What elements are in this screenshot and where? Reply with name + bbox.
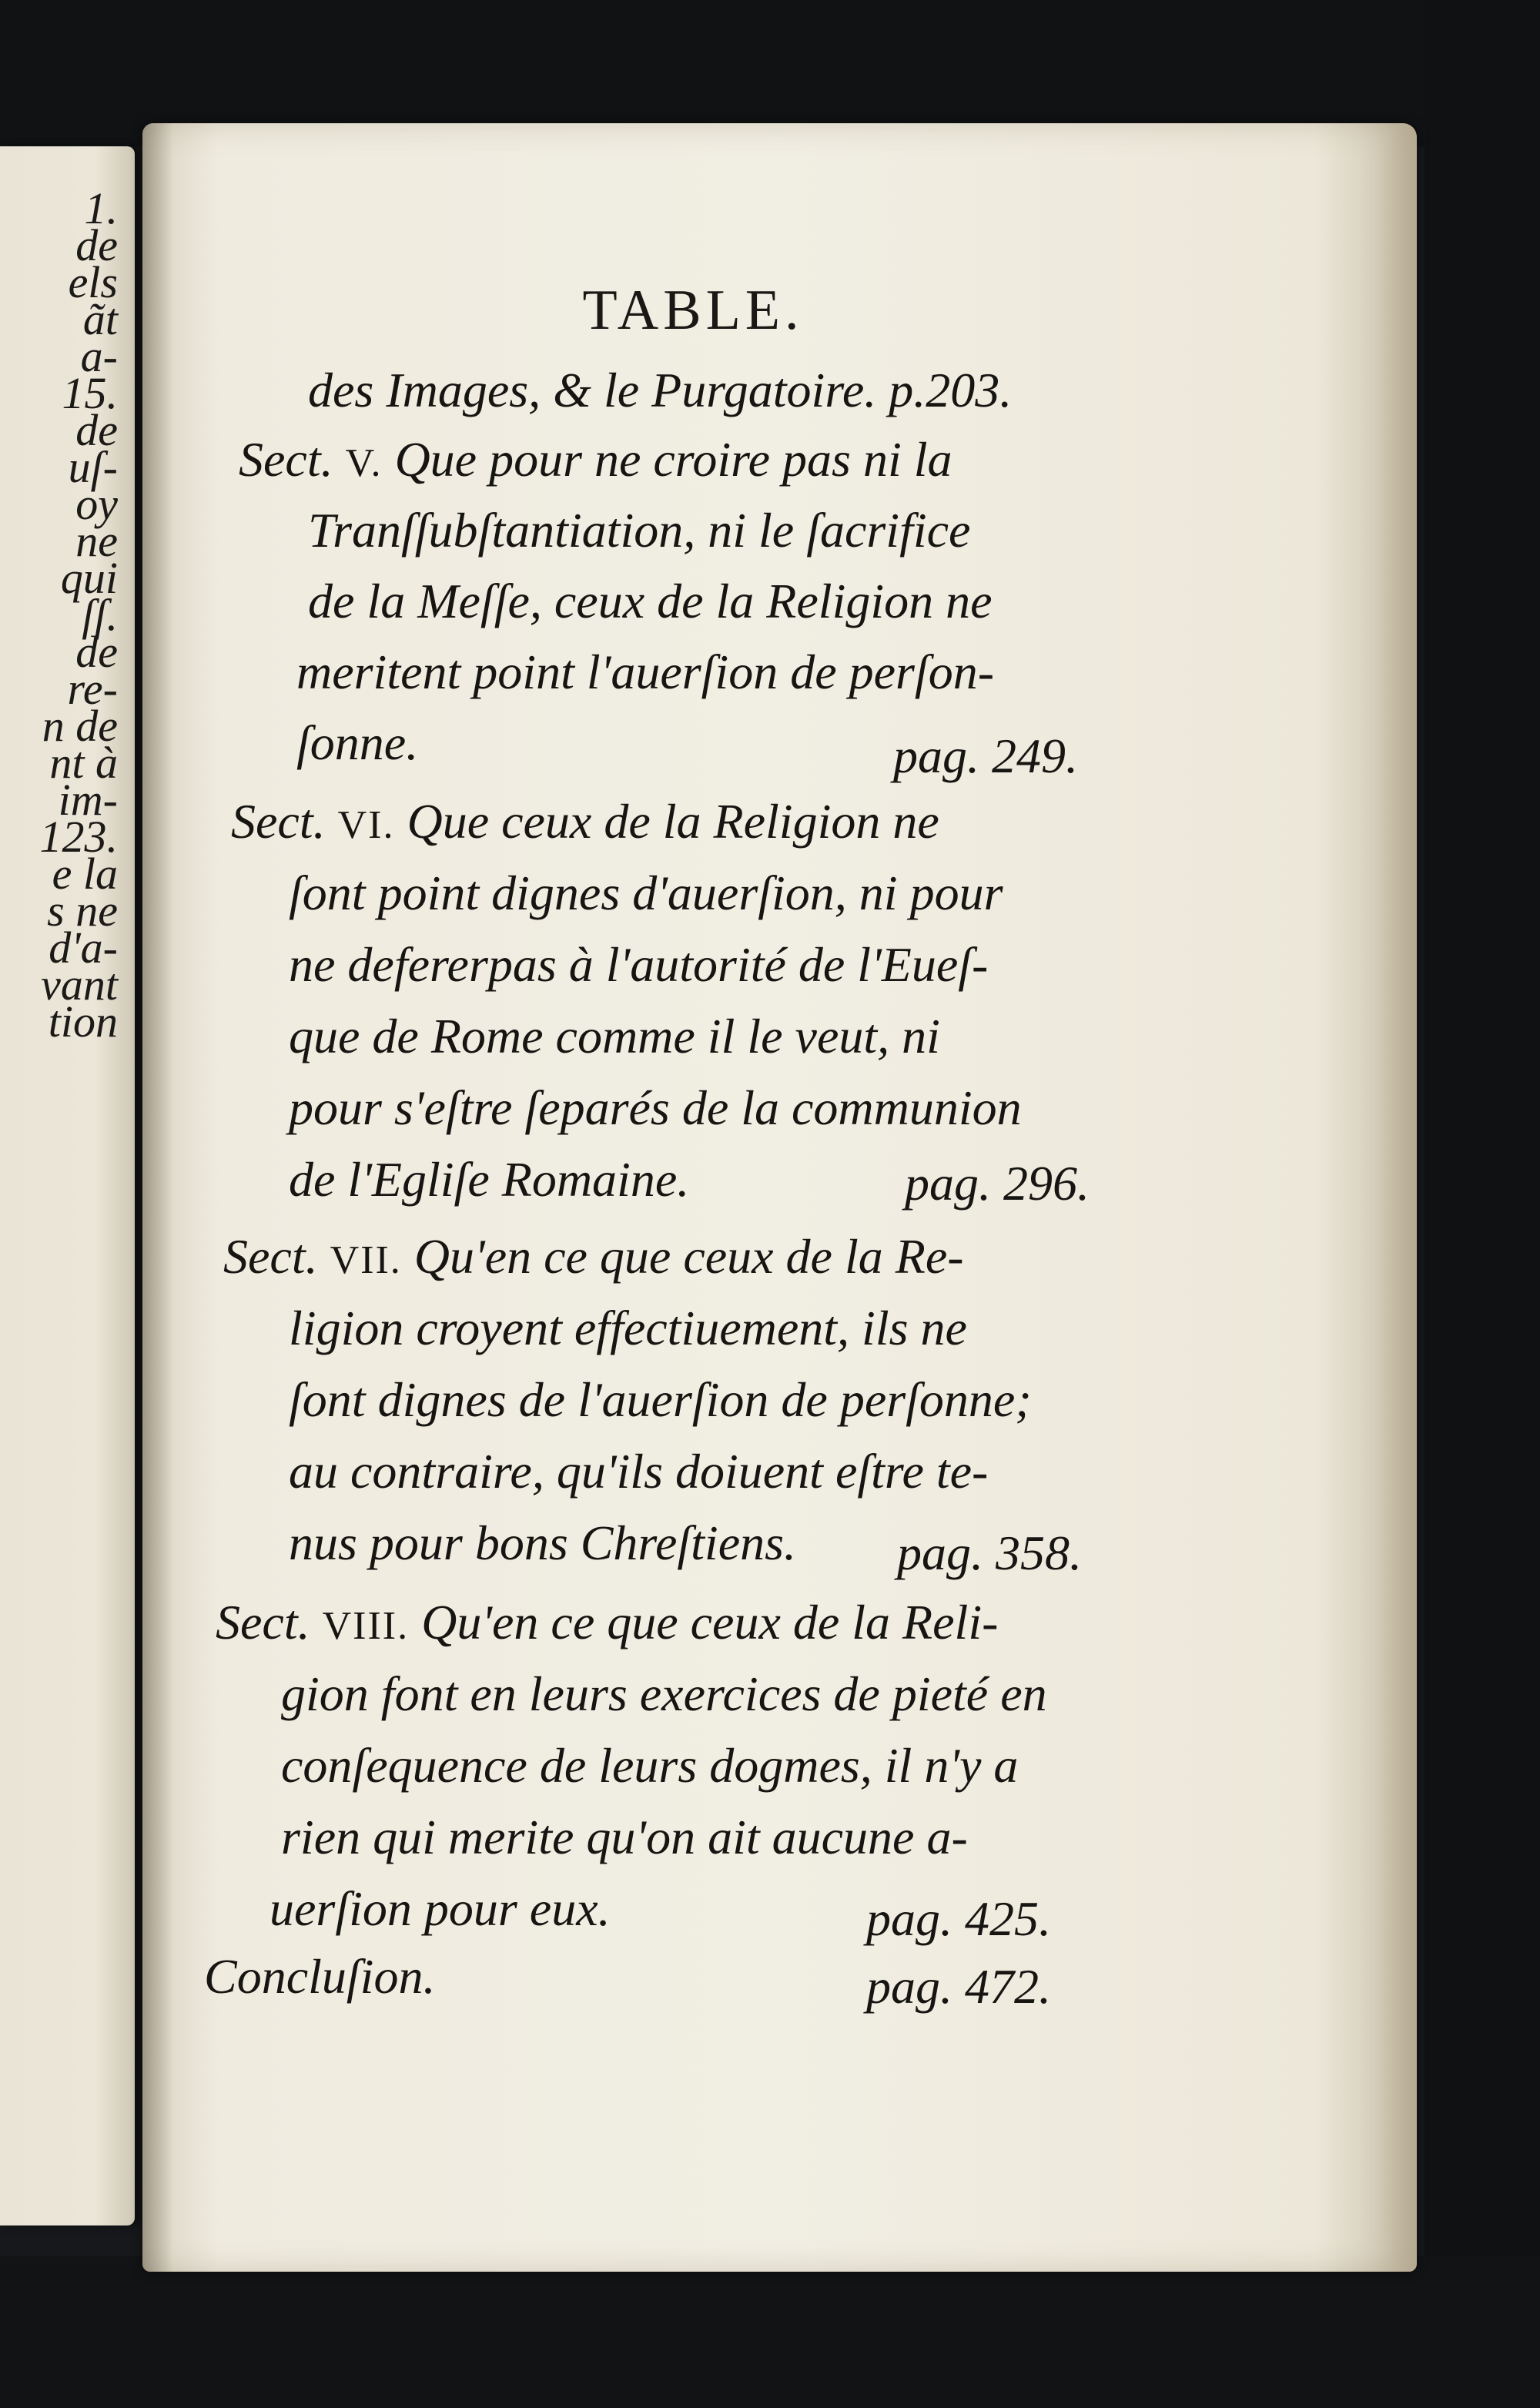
page-gutter-shadow [142,123,173,2272]
background-right [1424,0,1540,2408]
sect-number: VI. [337,803,395,847]
left-fragment: 1. [84,183,118,233]
left-fragment: e la [52,849,118,899]
left-fragment: ãt [82,294,118,344]
page-ref: pag. 472. [866,1959,1051,2014]
entry-text: de l'Egliſe Romaine. [289,1152,690,1207]
page-ref: pag. 296. [905,1156,1090,1211]
entry-text: que de Rome comme il le veut, ni [289,1009,940,1063]
toc-entry-sect-viii [216,1595,999,1649]
left-fragment: de [75,405,118,455]
sect-label: Sect. [223,1229,318,1284]
sect-label: Sect. [231,794,326,849]
entry-text: Que pour ne croire pas ni la [394,432,952,487]
entry-text: Tranſſubſtantiation, ni le ſacrifice [308,503,971,558]
entry-text: rien qui merite qu'on ait aucune a- [281,1810,968,1864]
toc-carry-line: des Images, & le Purgatoire. p.203. [308,363,1013,417]
sect-label: Sect. [239,432,333,487]
left-fragment: uſ- [68,442,118,492]
entry-text: Qu'en ce que ceux de la Re- [413,1229,964,1284]
entry-text: pour s'eſtre ſeparés de la communion [289,1080,1022,1135]
entry-text: uerſion pour eux. [270,1881,611,1936]
entry-text: Que ceux de la Religion ne [407,794,939,849]
page-ref: pag. 358. [897,1526,1082,1580]
left-fragment: nt à [49,738,118,788]
left-fragment: n de [42,701,118,751]
entry-text: meritent point l'auerſion de perſon- [296,645,994,699]
left-fragment: 123. [39,812,118,862]
sect-number: VIII. [322,1604,410,1648]
left-fragment: s ne [47,886,118,936]
toc-entry-sect-vi [231,794,939,849]
page-ref: pag. 425. [866,1891,1051,1946]
background-bottom [0,2256,1540,2408]
left-fragment: ſſ. [82,590,118,640]
page-title: TABLE. [582,279,804,342]
entry-text: ſont point dignes d'auerſion, ni pour [289,866,1003,920]
entry-text: gion font en leurs exercices de pieté en [281,1666,1047,1721]
left-fragment: tion [48,996,118,1047]
left-fragment: qui [60,553,118,603]
left-fragment: a- [80,331,118,381]
entry-text: ſonne. [296,715,419,770]
left-fragment: oy [75,479,118,529]
left-fragment: d'a- [49,923,118,973]
sect-number: VII. [330,1238,402,1282]
left-fragment: re- [67,664,118,714]
page-ref: pag. 249. [893,728,1078,783]
entry-text: Qu'en ce que ceux de la Reli- [421,1595,999,1649]
sect-number: V. [345,441,383,485]
left-fragment: de [75,627,118,677]
toc-entry-sect-vii [223,1229,964,1284]
entry-text: au contraire, qu'ils doiuent eſtre te- [289,1444,989,1499]
left-fragment: vant [41,960,118,1010]
toc-entry-sect-v [239,432,952,487]
left-fragment: els [68,257,118,307]
entry-text: ſont dignes de l'auerſion de perſonne; [289,1372,1032,1427]
sect-label: Sect. [216,1595,310,1649]
left-fragment: 15. [62,368,118,418]
toc-conclusion: Concluſion. [204,1949,436,2004]
entry-text: ne defererpas à l'autorité de l'Eueſ- [289,937,989,992]
entry-text: conſequence de leurs dogmes, il n'y a [281,1738,1019,1793]
entry-text: nus pour bons Chreſtiens. [289,1515,796,1570]
left-fragment: ne [75,516,118,566]
entry-text: ligion croyent effectiuement, ils ne [289,1301,967,1355]
left-fragment: de [75,220,118,270]
entry-text: de la Meſſe, ceux de la Religion ne [308,574,993,628]
left-fragment: im- [58,775,118,825]
left-facing-page [0,146,135,2225]
